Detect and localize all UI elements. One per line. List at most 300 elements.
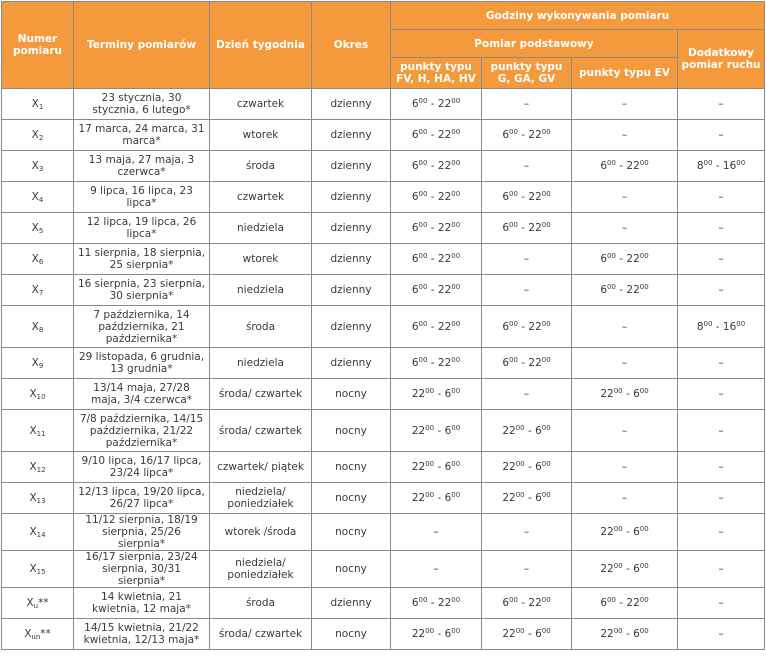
cell-numer [2,379,74,410]
time-end-minutes: 00 [541,596,551,604]
measurement-index: 5 [38,227,44,235]
time-end-hour: 22 [626,284,640,296]
cell-typ-g [482,213,572,244]
time-end-hour: 22 [437,253,452,265]
dash: – [718,628,724,640]
cell-dzien: niedziela [210,275,312,306]
time-end-hour: 6 [633,563,640,575]
cell-numer [2,551,74,588]
cell-terminy: 12/13 lipca, 19/20 lipca, 26/27 lipca* [74,483,210,514]
time-end-minutes: 00 [541,356,551,364]
time-end-minutes: 00 [639,387,649,395]
time-start-hour: 22 [600,388,614,400]
table-row [2,151,765,182]
cell-typ-fv [391,275,482,306]
time-end-minutes: 00 [451,159,461,167]
cell-okres: dzienny [312,182,391,213]
cell-dzien: czwartek [210,89,312,120]
cell-numer [2,452,74,483]
table-body [2,89,765,650]
time-end-hour: 22 [437,129,452,141]
dash: – [523,563,530,575]
time-separator: - [434,424,445,437]
cell-typ-fv [391,306,482,348]
cell-typ-ev [572,244,678,275]
dash: – [718,129,724,141]
cell-typ-g [482,182,572,213]
dash: – [621,191,628,203]
time-start-minutes: 00 [425,387,435,395]
time-end-minutes: 00 [541,190,551,198]
measurement-symbol: X [29,388,37,400]
measurement-symbol: X [29,563,37,575]
dash: – [718,98,724,110]
measurement-index: 13 [36,497,46,505]
cell-typ-g [482,410,572,452]
time-start-minutes: 00 [418,159,428,167]
header-typ-g: punkty typu G, GA, GV [482,58,572,89]
cell-typ-g [482,551,572,588]
cell-numer [2,213,74,244]
time-end-hour: 22 [437,357,452,369]
measurement-suffix: ** [38,597,49,609]
time-start-hour: 6 [411,357,419,369]
time-separator: - [524,628,536,640]
dash: – [718,461,724,473]
measurement-symbol: X [31,284,39,296]
measurement-index: 9 [38,362,44,370]
cell-typ-fv [391,410,482,452]
time-start-hour: 22 [411,461,426,473]
header-dodatkowy: Dodatkowy pomiar ruchu [678,30,765,89]
time-end-hour: 22 [437,320,452,333]
time-start-minutes: 00 [509,356,518,364]
table-row [2,348,765,379]
time-start-minutes: 00 [607,596,616,604]
time-separator: - [517,357,529,369]
time-end-minutes: 00 [451,190,461,198]
time-end-hour: 6 [633,388,640,400]
time-separator: - [427,160,438,172]
time-separator: - [427,597,438,609]
time-end-hour: 22 [626,597,640,609]
measurement-index: 10 [36,393,46,401]
cell-typ-g [482,514,572,551]
cell-typ-ev [572,588,678,619]
time-start-minutes: 00 [613,627,623,635]
measurement-symbol: X [24,628,32,640]
time-start-hour: 22 [502,424,516,437]
table-row [2,410,765,452]
time-start-hour: 6 [411,253,419,265]
cell-okres: dzienny [312,275,391,306]
cell-okres: dzienny [312,244,391,275]
measurement-index: 14 [36,531,46,539]
dash: – [718,222,724,234]
time-end-hour: 22 [528,357,542,369]
cell-terminy: 9 lipca, 16 lipca, 23 lipca* [74,182,210,213]
dash: – [718,563,724,575]
cell-typ-fv [391,151,482,182]
measurement-index: 2 [38,134,44,142]
time-separator: - [524,461,536,473]
cell-typ-fv [391,551,482,588]
cell-dzien: wtorek [210,244,312,275]
cell-typ-fv [391,483,482,514]
measurement-index: 12 [36,466,46,474]
cell-typ-ev [572,452,678,483]
header-dzien: Dzień tygodnia [210,2,312,89]
cell-typ-fv [391,348,482,379]
time-end-hour: 6 [535,424,542,437]
cell-numer [2,151,74,182]
time-start-minutes: 00 [607,283,616,291]
dash: – [621,98,628,110]
cell-dodatkowy [678,551,765,588]
time-end-minutes: 00 [451,627,461,635]
time-end-hour: 6 [633,628,640,640]
time-end-minutes: 00 [541,627,551,635]
measurement-symbol: X [29,424,37,437]
dash: – [718,597,724,609]
time-start-minutes: 00 [425,460,435,468]
time-end-hour: 16 [722,320,737,333]
time-start-minutes: 00 [703,319,713,328]
time-start-minutes: 00 [613,562,623,570]
dash: – [523,160,530,172]
time-end-hour: 22 [626,160,640,172]
cell-dodatkowy [678,483,765,514]
time-separator: - [712,160,723,172]
cell-typ-fv [391,514,482,551]
time-end-minutes: 00 [451,252,461,260]
time-end-hour: 6 [535,461,542,473]
cell-dzien: czwartek/ piątek [210,452,312,483]
time-start-minutes: 00 [515,491,525,499]
time-separator: - [622,388,634,400]
time-start-minutes: 00 [613,387,623,395]
cell-dodatkowy [678,619,765,650]
cell-typ-ev [572,348,678,379]
time-end-minutes: 00 [639,596,649,604]
measurement-index: 1 [38,103,44,111]
measurement-symbol: X [26,597,34,609]
measurement-symbol: X [29,461,37,473]
cell-terminy: 16 sierpnia, 23 sierpnia, 30 sierpnia* [74,275,210,306]
cell-dodatkowy [678,306,765,348]
cell-typ-ev [572,551,678,588]
cell-okres: dzienny [312,348,391,379]
cell-typ-fv [391,244,482,275]
time-start-hour: 22 [502,628,516,640]
measurement-symbol: X [29,526,37,538]
cell-numer [2,410,74,452]
time-separator: - [712,320,723,333]
time-end-minutes: 00 [541,221,551,229]
measurement-index: 3 [38,165,44,173]
dash: – [433,526,439,538]
dash: – [621,357,628,369]
time-separator: - [434,492,445,504]
cell-terminy: 11 sierpnia, 18 sierpnia, 25 sierpnia* [74,244,210,275]
time-start-hour: 6 [411,98,419,110]
time-separator: - [517,129,529,141]
time-separator: - [622,628,634,640]
table-row [2,588,765,619]
time-start-hour: 6 [502,597,509,609]
cell-dodatkowy [678,213,765,244]
time-start-minutes: 00 [418,128,428,136]
time-end-minutes: 00 [451,97,461,105]
cell-typ-g [482,151,572,182]
time-start-hour: 22 [600,526,614,538]
dash: – [718,424,724,437]
dash: – [621,222,628,234]
dash: – [718,191,724,203]
time-separator: - [524,424,536,437]
time-separator: - [622,563,634,575]
cell-dzien: czwartek [210,182,312,213]
measurement-symbol: X [31,129,39,141]
cell-okres: dzienny [312,89,391,120]
time-start-hour: 6 [502,357,509,369]
time-start-minutes: 00 [418,190,428,198]
time-start-hour: 22 [411,492,426,504]
measurement-symbol: X [29,492,37,504]
time-start-hour: 6 [411,160,419,172]
measurement-schedule-table [1,1,765,650]
dash: – [718,526,724,538]
cell-typ-fv [391,213,482,244]
cell-typ-ev [572,120,678,151]
cell-typ-fv [391,89,482,120]
cell-dodatkowy [678,275,765,306]
measurement-symbol: X [31,357,39,369]
cell-dzien: niedziela [210,348,312,379]
time-separator: - [615,253,627,265]
cell-typ-ev [572,619,678,650]
time-end-minutes: 00 [639,159,649,167]
time-end-hour: 22 [528,222,542,234]
cell-typ-fv [391,120,482,151]
cell-typ-ev [572,514,678,551]
table-row [2,213,765,244]
time-start-minutes: 00 [613,525,623,533]
time-end-minutes: 00 [451,128,461,136]
cell-dzien: środa/ czwartek [210,619,312,650]
cell-dzien: środa/ czwartek [210,379,312,410]
time-separator: - [427,222,438,234]
cell-dodatkowy [678,120,765,151]
time-end-hour: 22 [528,320,542,333]
time-end-hour: 22 [528,597,542,609]
cell-dodatkowy [678,588,765,619]
time-start-minutes: 00 [509,128,518,136]
time-start-hour: 22 [411,388,426,400]
table-row [2,89,765,120]
cell-typ-fv [391,379,482,410]
time-start-minutes: 00 [425,627,435,635]
cell-terminy: 12 lipca, 19 lipca, 26 lipca* [74,213,210,244]
cell-terminy: 29 listopada, 6 grudnia, 13 grudnia* [74,348,210,379]
time-start-minutes: 00 [515,460,525,468]
dash: – [523,98,530,110]
cell-terminy: 13/14 maja, 27/28 maja, 3/4 czerwca* [74,379,210,410]
cell-dodatkowy [678,379,765,410]
cell-dodatkowy [678,348,765,379]
table-row [2,306,765,348]
cell-typ-g [482,483,572,514]
time-start-hour: 6 [502,222,509,234]
time-start-hour: 6 [411,191,419,203]
cell-dzien: środa [210,306,312,348]
time-start-hour: 8 [696,160,704,172]
time-end-hour: 22 [528,129,542,141]
cell-typ-fv [391,182,482,213]
cell-typ-ev [572,483,678,514]
dash: – [718,253,724,265]
cell-numer [2,244,74,275]
time-start-hour: 6 [600,253,607,265]
time-start-hour: 6 [411,320,419,333]
cell-okres: nocny [312,619,391,650]
header-godziny: Godziny wykonywania pomiaru [391,2,765,30]
time-start-minutes: 00 [425,423,435,432]
time-start-hour: 6 [502,320,509,333]
cell-typ-fv [391,452,482,483]
cell-typ-g [482,452,572,483]
time-end-minutes: 00 [451,387,461,395]
cell-okres: nocny [312,410,391,452]
cell-okres: nocny [312,483,391,514]
table-row [2,182,765,213]
time-end-hour: 22 [437,284,452,296]
table-row [2,275,765,306]
cell-typ-fv [391,588,482,619]
time-end-minutes: 00 [451,491,461,499]
time-separator: - [427,191,438,203]
cell-numer [2,348,74,379]
time-end-hour: 6 [535,492,542,504]
cell-numer [2,483,74,514]
dash: – [621,320,628,333]
time-end-minutes: 00 [639,252,649,260]
cell-typ-ev [572,89,678,120]
cell-typ-ev [572,379,678,410]
time-end-minutes: 00 [639,627,649,635]
cell-numer [2,182,74,213]
time-start-hour: 6 [502,191,509,203]
time-end-minutes: 00 [451,283,461,291]
cell-numer [2,619,74,650]
time-end-minutes: 00 [451,596,461,604]
header-numer: Numer pomiaru [2,2,74,89]
time-end-minutes: 00 [639,283,649,291]
cell-okres: nocny [312,514,391,551]
time-end-hour: 22 [437,98,452,110]
cell-typ-ev [572,151,678,182]
time-end-minutes: 00 [639,562,649,570]
dash: – [718,492,724,504]
time-end-hour: 22 [437,191,452,203]
time-separator: - [615,284,627,296]
time-end-minutes: 00 [541,423,551,432]
cell-numer [2,120,74,151]
time-separator: - [427,320,438,333]
cell-numer [2,89,74,120]
header-typ-fv: punkty typu FV, H, HA, HV [391,58,482,89]
cell-okres: dzienny [312,588,391,619]
time-start-hour: 22 [411,628,426,640]
time-end-hour: 16 [722,160,737,172]
time-start-hour: 22 [600,628,614,640]
time-start-hour: 22 [502,461,516,473]
cell-okres: dzienny [312,213,391,244]
time-start-hour: 22 [600,563,614,575]
time-end-hour: 22 [437,222,452,234]
time-end-hour: 6 [444,424,452,437]
table-row [2,244,765,275]
cell-typ-g [482,244,572,275]
time-end-minutes: 00 [736,159,746,167]
cell-terminy: 14 kwietnia, 21 kwietnia, 12 maja* [74,588,210,619]
measurement-suffix: ** [40,628,51,640]
cell-dzien: niedziela [210,213,312,244]
cell-typ-g [482,588,572,619]
time-start-hour: 6 [411,284,419,296]
time-end-minutes: 00 [639,525,649,533]
time-start-minutes: 00 [509,596,518,604]
time-end-minutes: 00 [541,491,551,499]
cell-numer [2,275,74,306]
dash: – [621,424,628,437]
cell-typ-fv [391,619,482,650]
measurement-index: 4 [38,196,44,204]
time-start-hour: 22 [502,492,516,504]
cell-okres: dzienny [312,151,391,182]
cell-okres: nocny [312,551,391,588]
measurement-index: un [31,633,41,641]
time-end-hour: 6 [535,628,542,640]
time-end-hour: 22 [437,597,452,609]
cell-terminy: 9/10 lipca, 16/17 lipca, 23/24 lipca* [74,452,210,483]
cell-typ-g [482,379,572,410]
time-end-minutes: 00 [451,319,461,328]
cell-typ-g [482,619,572,650]
time-separator: - [615,597,627,609]
cell-typ-g [482,275,572,306]
dash: – [523,253,530,265]
dash: – [718,284,724,296]
time-end-hour: 6 [444,628,452,640]
cell-typ-ev [572,410,678,452]
dash: – [621,492,628,504]
cell-typ-g [482,306,572,348]
cell-dzien: środa [210,151,312,182]
cell-terminy: 7/8 października, 14/15 października, 21/22 października* [74,410,210,452]
time-end-minutes: 00 [541,319,551,328]
cell-terminy: 17 marca, 24 marca, 31 marca* [74,120,210,151]
header-okres: Okres [312,2,391,89]
cell-dzien: środa/ czwartek [210,410,312,452]
time-separator: - [434,388,445,400]
time-end-hour: 6 [444,388,452,400]
time-start-hour: 6 [600,597,607,609]
time-separator: - [434,461,445,473]
dash: – [621,129,628,141]
table-row [2,483,765,514]
time-start-minutes: 00 [425,491,435,499]
